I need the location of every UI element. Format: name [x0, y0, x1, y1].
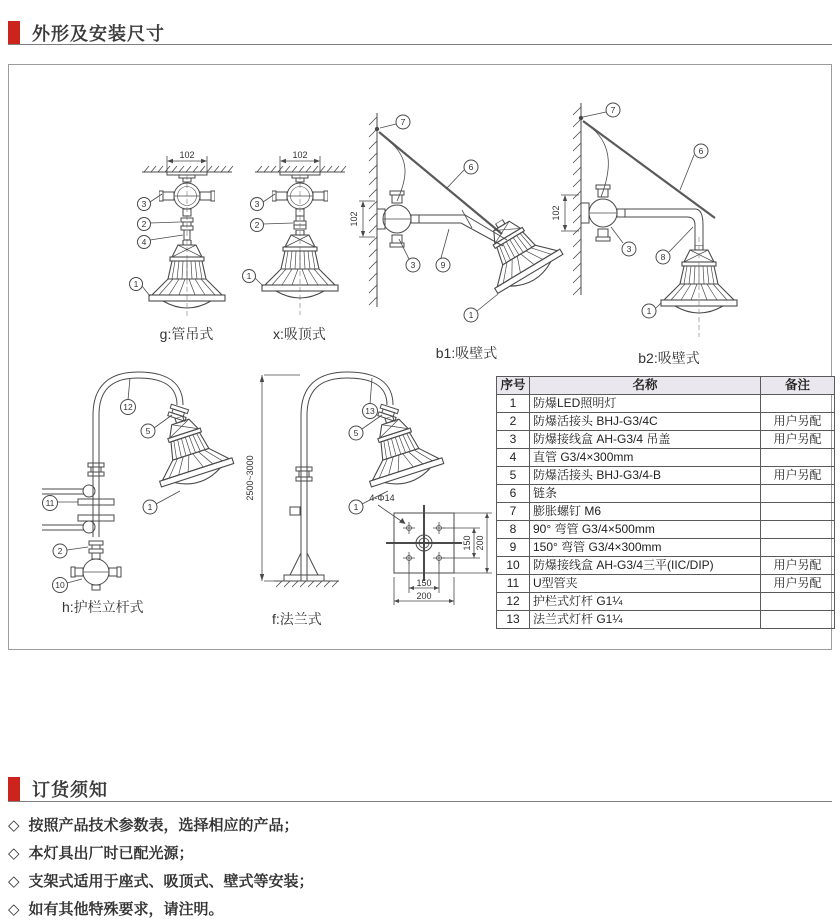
ordering-header-rule [8, 801, 832, 802]
parts-table-row [497, 575, 835, 593]
part-name: 防爆接线盒 AH-G3/4 吊盖 [530, 431, 761, 449]
part-name: 膨胀螺钉 M6 [530, 503, 761, 521]
callout-2 [251, 219, 294, 232]
bent-pipe-90 [625, 209, 703, 245]
figure-flange-pole [244, 355, 494, 629]
part-number: 1 [497, 395, 530, 413]
svg-text:1: 1 [646, 306, 652, 316]
callout-9 [436, 229, 450, 272]
parts-table-row [497, 611, 835, 629]
figure-pipe-hung-drawing [124, 150, 249, 322]
part-number: 10 [497, 557, 530, 575]
figure-wall-mount-b2-drawing [549, 97, 789, 344]
svg-text:4: 4 [141, 237, 147, 247]
svg-text:1: 1 [147, 502, 153, 512]
width-dimension [167, 150, 207, 172]
parts-table [496, 376, 835, 629]
callout-3 [399, 239, 420, 272]
wall-hatch [573, 103, 581, 295]
lower-union [89, 541, 103, 553]
header-rule [8, 44, 832, 45]
figure-wall-mount-b2-label: b2:吸壁式 [638, 350, 700, 366]
figure-pipe-hung-label: g:管吊式 [159, 326, 214, 342]
part-note: 用户另配 [761, 413, 835, 431]
callout-1 [130, 278, 151, 297]
ordering-notes-list [8, 812, 708, 924]
lamp-union [168, 404, 189, 421]
cable [389, 141, 405, 201]
svg-text:7: 7 [400, 117, 406, 127]
col-header-note: 备注 [761, 377, 835, 395]
part-note [761, 503, 835, 521]
part-number: 2 [497, 413, 530, 431]
figure-guardrail-pole-drawing [34, 355, 264, 595]
ceiling-hatch [255, 166, 346, 175]
svg-text:6: 6 [698, 146, 704, 156]
part-number: 12 [497, 593, 530, 611]
svg-text:13: 13 [365, 406, 375, 416]
parts-table-row [497, 593, 835, 611]
svg-text:2: 2 [57, 546, 63, 556]
diamond-bullet-icon: ◇ [8, 845, 20, 862]
part-name: 法兰式灯杆 G1¼ [530, 611, 761, 629]
svg-text:3: 3 [410, 260, 416, 270]
part-note [761, 485, 835, 503]
part-note: 用户另配 [761, 575, 835, 593]
svg-text:3: 3 [254, 199, 260, 209]
parts-table-row [497, 395, 835, 413]
ordering-note-text: 本灯具出厂时已配光源； [28, 845, 194, 862]
part-note [761, 521, 835, 539]
figure-flange-pole-label: f:法兰式 [272, 611, 322, 627]
callout-1 [243, 270, 264, 287]
figure-wall-mount-b1-label: b1:吸壁式 [435, 345, 498, 361]
pole-outlet [290, 507, 300, 515]
parts-table-row [497, 521, 835, 539]
part-note [761, 611, 835, 629]
diamond-bullet-icon: ◇ [8, 817, 20, 834]
width-dimension [280, 150, 320, 172]
led-lamp [353, 405, 446, 493]
callout-2 [53, 544, 88, 558]
svg-text:200: 200 [475, 535, 485, 551]
svg-text:2: 2 [254, 220, 260, 230]
red-accent-bar [8, 21, 20, 45]
svg-text:150: 150 [416, 578, 432, 588]
svg-text:2500~3000: 2500~3000 [245, 455, 255, 501]
part-name: 防爆接线盒 AH-G3/4三平(IIC/DIP) [530, 557, 761, 575]
expansion-bolt [375, 127, 379, 131]
part-note [761, 449, 835, 467]
svg-text:102: 102 [179, 150, 195, 160]
svg-text:10: 10 [55, 580, 65, 590]
part-name: 90° 弯管 G3/4×500mm [530, 521, 761, 539]
expansion-bolt [579, 116, 583, 120]
installation-drawings-panel [8, 64, 832, 650]
dimensions-section-header [8, 20, 165, 46]
ordering-section-title: 订货须知 [32, 780, 108, 800]
part-number: 4 [497, 449, 530, 467]
callout-7 [380, 115, 410, 129]
svg-text:200: 200 [416, 591, 432, 601]
svg-text:9: 9 [440, 260, 446, 270]
lamp-union [378, 404, 399, 421]
ordering-note-item [8, 840, 708, 868]
svg-text:150: 150 [462, 535, 472, 551]
part-note [761, 593, 835, 611]
parts-table-row [497, 413, 835, 431]
parts-table-row [497, 503, 835, 521]
svg-text:102: 102 [551, 205, 561, 221]
svg-text:8: 8 [660, 252, 666, 262]
callout-6 [680, 144, 708, 190]
figure-ceiling-mount-drawing [237, 150, 362, 322]
part-name: 链条 [530, 485, 761, 503]
figure-wall-mount-b2 [549, 97, 789, 368]
callout-3 [251, 194, 276, 211]
red-accent-bar [8, 777, 20, 801]
figure-guardrail-pole [34, 355, 264, 617]
callout-5 [349, 415, 382, 440]
ordering-note-text: 支架式适用于座式、吸顶式、壁式等安装； [28, 873, 314, 890]
diamond-bullet-icon: ◇ [8, 873, 20, 890]
svg-text:102: 102 [292, 150, 308, 160]
part-number: 8 [497, 521, 530, 539]
parts-table-header-row [497, 377, 835, 395]
figure-pipe-hung [124, 150, 249, 344]
svg-text:4-Φ14: 4-Φ14 [369, 493, 395, 503]
ordering-section-header [8, 776, 108, 802]
part-number: 9 [497, 539, 530, 557]
callout-2 [138, 218, 181, 231]
parts-table-row [497, 449, 835, 467]
ordering-note-item [8, 896, 708, 924]
figure-ceiling-mount [237, 150, 362, 344]
svg-text:1: 1 [353, 502, 359, 512]
part-name: 防爆活接头 BHJ-G3/4-B [530, 467, 761, 485]
part-name: 护栏式灯杆 G1¼ [530, 593, 761, 611]
part-note [761, 395, 835, 413]
part-name: 150° 弯管 G3/4×300mm [530, 539, 761, 557]
svg-text:1: 1 [468, 310, 474, 320]
callout-6 [446, 160, 478, 189]
junction-box [581, 185, 625, 241]
svg-text:5: 5 [145, 426, 151, 436]
svg-text:102: 102 [349, 211, 359, 227]
svg-text:11: 11 [45, 498, 55, 508]
col-header-no: 序号 [497, 377, 530, 395]
pole-height-dimension [245, 375, 300, 581]
parts-table-row [497, 557, 835, 575]
led-lamp [143, 405, 236, 493]
svg-text:3: 3 [141, 199, 147, 209]
callout-8 [656, 227, 693, 264]
diamond-bullet-icon: ◇ [8, 901, 20, 918]
callout-1 [642, 303, 661, 318]
callout-1 [464, 294, 498, 322]
junction-box [71, 553, 121, 590]
callout-12 [121, 378, 136, 415]
parts-table-row [497, 431, 835, 449]
part-number: 11 [497, 575, 530, 593]
part-number: 6 [497, 485, 530, 503]
part-number: 3 [497, 431, 530, 449]
col-header-name: 名称 [530, 377, 761, 395]
callout-10 [53, 578, 83, 593]
parts-table-row [497, 467, 835, 485]
height-dimension [551, 195, 579, 231]
callout-3 [138, 194, 163, 211]
svg-text:1: 1 [246, 271, 252, 281]
part-note: 用户另配 [761, 557, 835, 575]
part-name: U型管夹 [530, 575, 761, 593]
callout-1 [143, 491, 180, 514]
part-number: 13 [497, 611, 530, 629]
ordering-note-text: 按照产品技术参数表，选择相应的产品； [28, 817, 299, 834]
ordering-note-item [8, 812, 708, 840]
callout-5 [141, 415, 172, 438]
figure-guardrail-pole-label: h:护栏立杆式 [62, 599, 144, 615]
callout-3 [611, 227, 636, 256]
svg-text:5: 5 [353, 428, 359, 438]
dimensions-section-title: 外形及安装尺寸 [32, 24, 165, 44]
wall-hatch [369, 113, 377, 307]
part-number: 5 [497, 467, 530, 485]
ordering-note-text: 如有其他特殊要求，请注明。 [28, 901, 224, 918]
gooseneck-pole [304, 375, 390, 581]
figure-ceiling-mount-label: x:吸顶式 [273, 326, 326, 342]
part-name: 直管 G3/4×300mm [530, 449, 761, 467]
part-name: 防爆LED照明灯 [530, 395, 761, 413]
svg-text:6: 6 [468, 162, 474, 172]
part-note: 用户另配 [761, 431, 835, 449]
flange-plan-view [369, 493, 492, 605]
parts-table-row [497, 539, 835, 557]
svg-text:1: 1 [133, 279, 139, 289]
ordering-note-item [8, 868, 708, 896]
svg-text:3: 3 [626, 244, 632, 254]
figure-flange-pole-drawing [244, 355, 494, 607]
support-chain [583, 121, 715, 218]
part-note: 用户另配 [761, 467, 835, 485]
svg-text:7: 7 [610, 105, 616, 115]
callout-11 [43, 496, 79, 511]
callout-4 [138, 235, 184, 249]
part-note [761, 539, 835, 557]
parts-table-row [497, 485, 835, 503]
svg-text:12: 12 [123, 402, 133, 412]
part-name: 防爆活接头 BHJ-G3/4C [530, 413, 761, 431]
part-number: 7 [497, 503, 530, 521]
gooseneck-pole [96, 375, 180, 537]
svg-text:2: 2 [141, 219, 147, 229]
callout-7 [583, 103, 620, 117]
ceiling-hatch [142, 166, 233, 175]
